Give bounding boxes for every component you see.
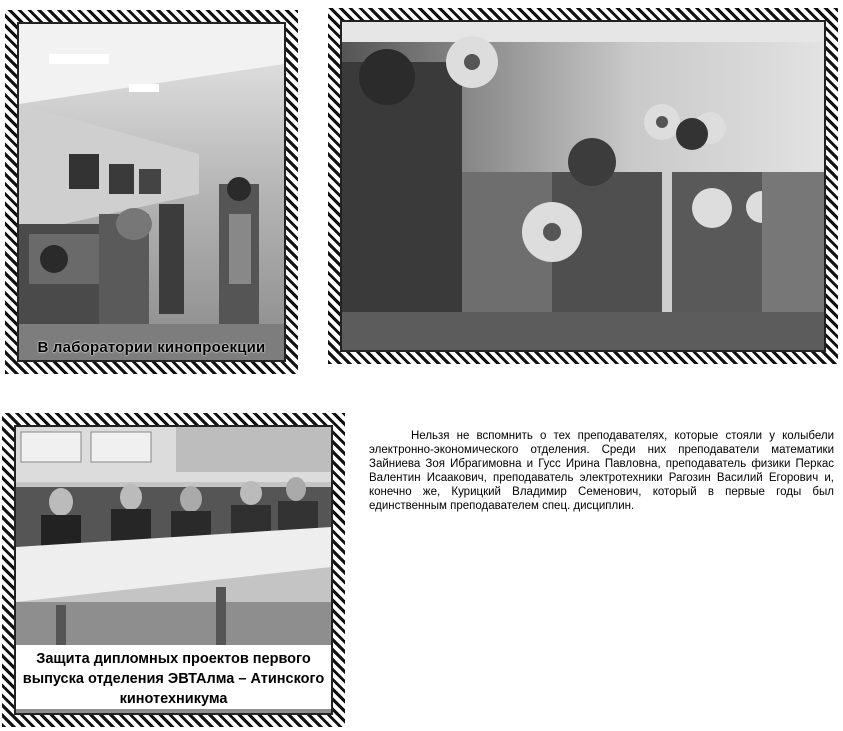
photo-defense-caption: Защита дипломных проектов первого выпуска отделения ЭВТАлма – Атинского кинотехникума: [16, 645, 331, 709]
photo-lab-image: [19, 24, 284, 360]
article-paragraph: Нельзя не вспомнить о тех преподавателях, которые стояли у колыбели электронно-экономического отделения. Среди них преподаватели математики Зайниева Зоя Ибрагимовна и Гусс Ирина Павловна, преподаватель физики Перкас Валентин Исаакович, преподаватель электротехники Рагозин Василий Егорович и, конечно же, Курицкий Владимир Семенович, который в первые годы был единственным преподавателем спец. дисциплин.: [369, 429, 834, 512]
photo-frame-defense: [2, 413, 345, 727]
photo-projectors-image: [342, 22, 824, 350]
photo-defense: [14, 425, 333, 715]
photo-frame-lab: [5, 10, 298, 374]
photo-frame-projectors: [328, 8, 838, 364]
photo-projectors: [340, 20, 826, 352]
photo-lab-caption: В лаборатории кинопроекции: [37, 339, 266, 356]
photo-lab: [17, 22, 286, 362]
